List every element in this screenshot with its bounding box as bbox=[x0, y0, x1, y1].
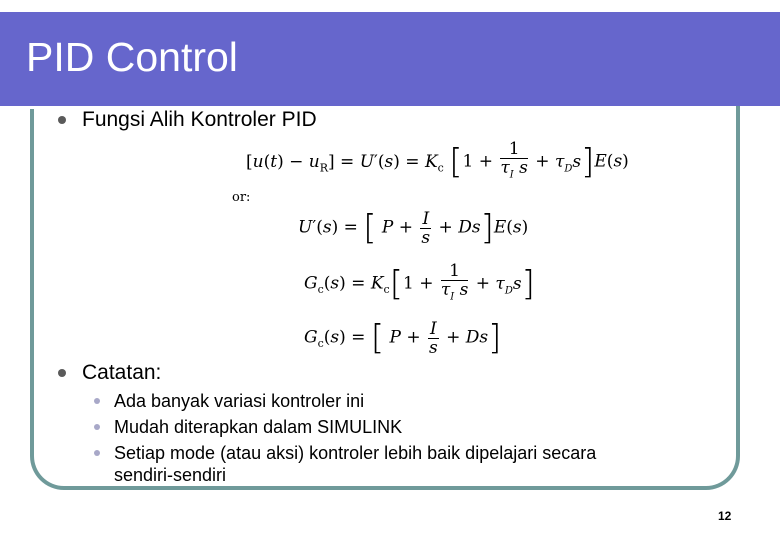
bullet-icon bbox=[58, 369, 66, 377]
equation-3: $G_c(s) = K_c[1$ + $\frac{1}{\tau_I s}$ + $\tau_Ds$] bbox=[304, 261, 535, 305]
bullet-text: Catatan: bbox=[82, 361, 162, 384]
sub-bullet-icon bbox=[94, 398, 100, 404]
or-label: or: bbox=[232, 190, 251, 205]
page-number: 12 bbox=[718, 509, 732, 523]
equation-1: $[u(t) - u_R] = U'(s) = K_c$ [1 + $\frac{1}{\tau_I s}$ + $\tau_Ds]E(s)$ bbox=[246, 139, 629, 183]
equation-4: $G_c(s)$ = [ P + $\frac{I}{s}$ + Ds] bbox=[304, 318, 502, 358]
bullet-text: Fungsi Alih Kontroler PID bbox=[82, 108, 317, 131]
sub-bullet-text: Ada banyak variasi kontroler ini bbox=[114, 391, 365, 411]
sub-bullet-text: Setiap mode (atau aksi) kontroler lebih baik dipelajari secara bbox=[114, 443, 597, 463]
equation-2: U′(s) = [ P + $\frac{I}{s}$ + Ds]E(s) bbox=[298, 208, 529, 248]
sub-bullet-icon bbox=[94, 450, 100, 456]
sub-bullet-text-continued: sendiri-sendiri bbox=[114, 465, 227, 485]
slide-title: PID Control bbox=[26, 34, 238, 80]
bullet-icon bbox=[58, 116, 66, 124]
title-underline bbox=[0, 94, 690, 109]
sub-bullet-text: Mudah diterapkan dalam SIMULINK bbox=[114, 417, 403, 437]
sub-bullet-icon bbox=[94, 424, 100, 430]
